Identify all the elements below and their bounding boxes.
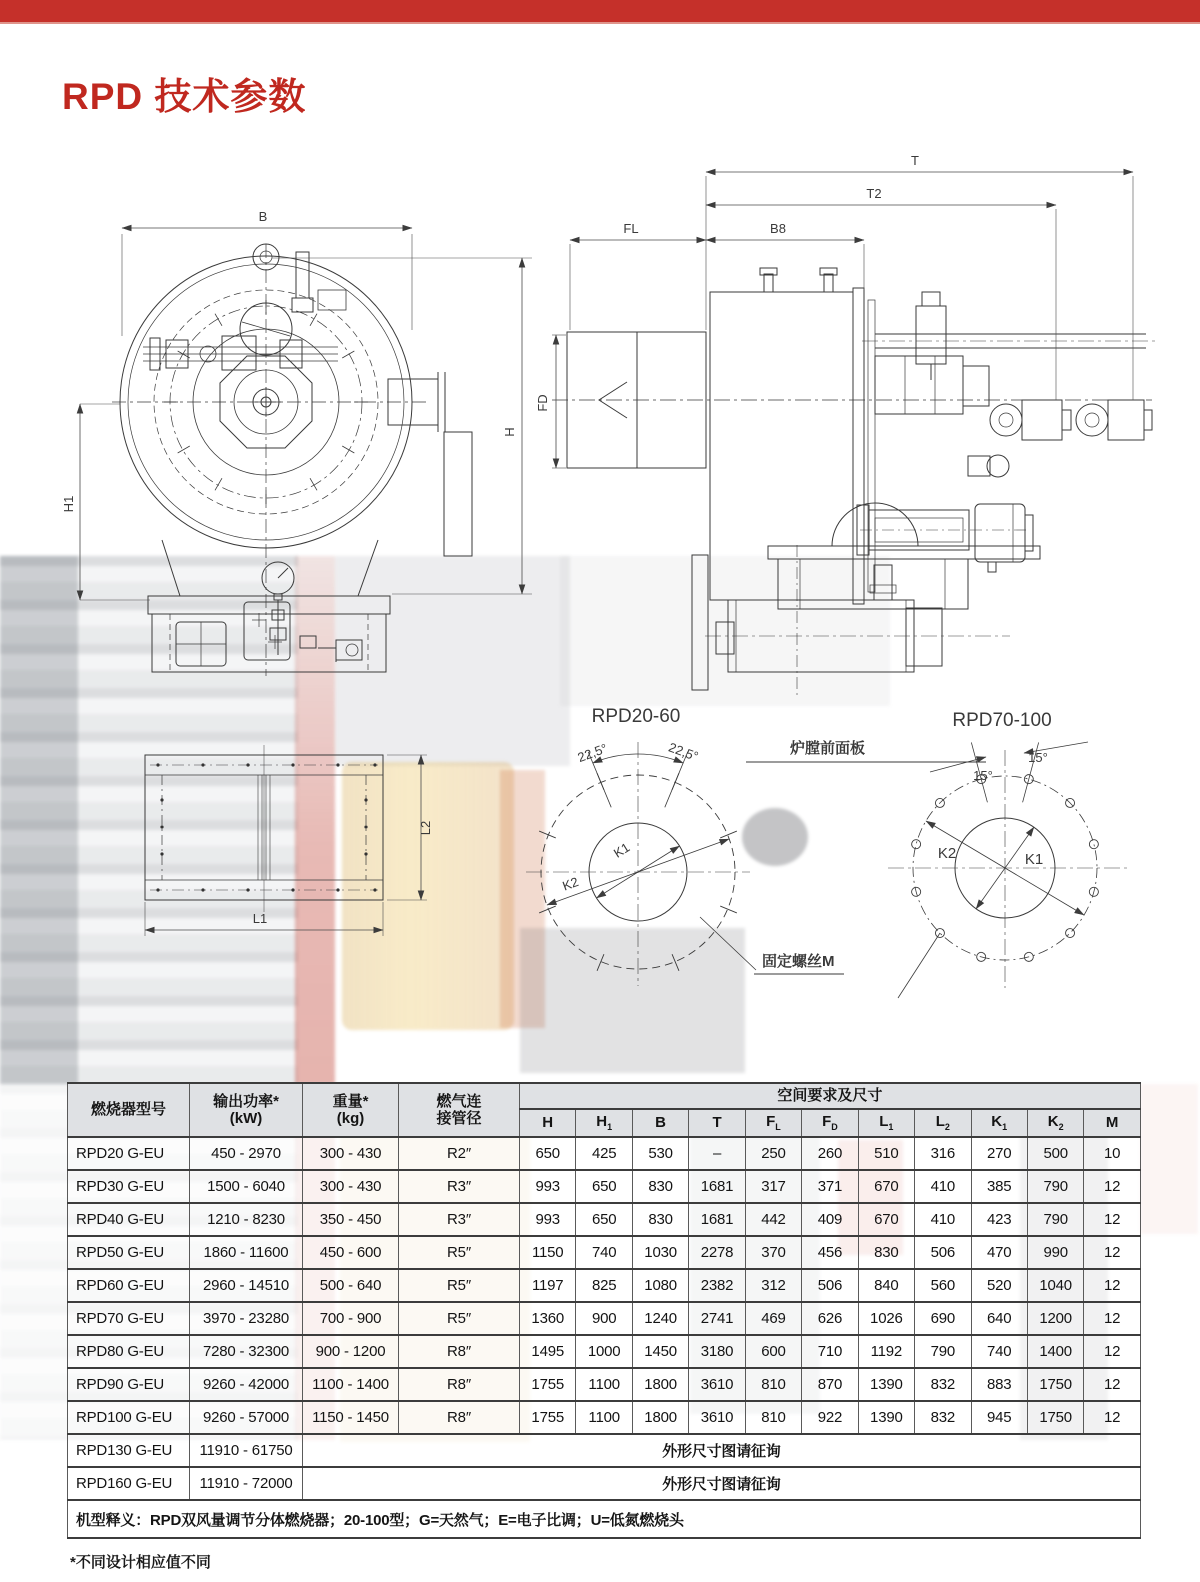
dim-header-cell: $F_D$ (802, 1109, 858, 1137)
col-header-gas (399, 1083, 520, 1137)
value-cell: 1100 - 1400 (303, 1368, 399, 1401)
value-cell: R5″ (399, 1236, 520, 1269)
value-cell: 650 (576, 1203, 632, 1236)
table-row (68, 1401, 1141, 1434)
value-cell: 3610 (689, 1368, 745, 1401)
model-cell: RPD60 G-EU (68, 1269, 190, 1302)
model-cell: RPD40 G-EU (68, 1203, 190, 1236)
value-cell: 12 (1084, 1401, 1140, 1434)
value-cell: 1026 (858, 1302, 914, 1335)
table-row (68, 1368, 1141, 1401)
value-cell: 300 - 430 (303, 1137, 399, 1170)
background-photo-red-column (295, 556, 335, 1084)
value-cell: 260 (802, 1137, 858, 1170)
table-row (68, 1203, 1141, 1236)
value-cell: 840 (858, 1269, 914, 1302)
dim-header-cell: $K_2$ (1027, 1109, 1083, 1137)
value-cell: 385 (971, 1170, 1027, 1203)
value-cell: 740 (576, 1236, 632, 1269)
value-cell: 650 (576, 1170, 632, 1203)
furnace-panel-label: 炉膛前面板 (790, 740, 866, 757)
value-cell: 700 - 900 (303, 1302, 399, 1335)
k1-label-small: K1 (610, 839, 633, 861)
bolt-circle-large-title: RPD70-100 (952, 710, 1052, 731)
table-row (68, 1434, 1141, 1467)
value-cell: 500 - 640 (303, 1269, 399, 1302)
table-row (68, 1137, 1141, 1170)
col-header-space-group: 空间要求及尺寸 (520, 1083, 1141, 1109)
front-view-dimensions (61, 209, 532, 600)
value-cell: 1100 (576, 1368, 632, 1401)
value-cell: 外形尺寸图请征询 (303, 1467, 1141, 1500)
angle-label-left-large: 15° (973, 768, 993, 783)
value-cell: 1755 (520, 1368, 576, 1401)
value-cell: 650 (520, 1137, 576, 1170)
value-cell: R3″ (399, 1203, 520, 1236)
value-cell: 456 (802, 1236, 858, 1269)
value-cell: R5″ (399, 1302, 520, 1335)
value-cell: 317 (745, 1170, 801, 1203)
value-cell: 600 (745, 1335, 801, 1368)
value-cell: 3180 (689, 1335, 745, 1368)
value-cell: 9260 - 42000 (190, 1368, 303, 1401)
col-header-model: 燃烧器型号 (68, 1083, 190, 1137)
value-cell: 790 (1027, 1203, 1083, 1236)
value-cell: 832 (915, 1401, 971, 1434)
dim-header-cell: $H_1$ (576, 1109, 632, 1137)
table-row (68, 1302, 1141, 1335)
dim-header-cell: T (689, 1109, 745, 1137)
value-cell: 1800 (632, 1401, 688, 1434)
value-cell: 270 (971, 1137, 1027, 1170)
dim-header-cell: $F_L$ (745, 1109, 801, 1137)
value-cell: 640 (971, 1302, 1027, 1335)
value-cell: 7280 - 32300 (190, 1335, 303, 1368)
value-cell: 469 (745, 1302, 801, 1335)
value-cell: 1040 (1027, 1269, 1083, 1302)
col-header-power (190, 1083, 303, 1137)
value-cell: 1500 - 6040 (190, 1170, 303, 1203)
bolt-circle-small-title: RPD20-60 (591, 706, 681, 727)
angle-label-right-large: 15° (1028, 750, 1048, 765)
value-cell: 442 (745, 1203, 801, 1236)
background-photo-dark-blob (742, 808, 808, 866)
value-cell: 3970 - 23280 (190, 1302, 303, 1335)
table-row (68, 1170, 1141, 1203)
model-cell: RPD160 G-EU (68, 1467, 190, 1500)
value-cell: 425 (576, 1137, 632, 1170)
value-cell: 1000 (576, 1335, 632, 1368)
value-cell: 990 (1027, 1236, 1083, 1269)
value-cell: 410 (915, 1170, 971, 1203)
table-header-row-main (68, 1083, 1141, 1109)
value-cell: 506 (915, 1236, 971, 1269)
dim-header-cell: $L_1$ (858, 1109, 914, 1137)
value-cell: 12 (1084, 1170, 1140, 1203)
value-cell: 710 (802, 1335, 858, 1368)
value-cell: 1100 (576, 1401, 632, 1434)
value-cell: 500 (1027, 1137, 1083, 1170)
dim-label-h1: H1 (61, 495, 76, 513)
value-cell: 922 (802, 1401, 858, 1434)
value-cell: 1210 - 8230 (190, 1203, 303, 1236)
dim-header-cell: B (632, 1109, 688, 1137)
value-cell: 11910 - 72000 (190, 1467, 303, 1500)
value-cell: 450 - 2970 (190, 1137, 303, 1170)
spec-table (67, 1082, 1141, 1539)
angle-label-right: 22,5° (666, 739, 701, 765)
value-cell: 1200 (1027, 1302, 1083, 1335)
value-cell: 670 (858, 1203, 914, 1236)
value-cell: 1750 (1027, 1368, 1083, 1401)
dim-header-cell: H (520, 1109, 576, 1137)
value-cell: 350 - 450 (303, 1203, 399, 1236)
table-row (68, 1269, 1141, 1302)
value-cell: 1450 (632, 1335, 688, 1368)
value-cell: 1150 (520, 1236, 576, 1269)
dim-label-t: T (911, 153, 919, 168)
value-cell: 520 (971, 1269, 1027, 1302)
value-cell: 1080 (632, 1269, 688, 1302)
value-cell: R5″ (399, 1269, 520, 1302)
background-photo-dark-equipment (520, 928, 745, 1073)
value-cell: 1390 (858, 1368, 914, 1401)
value-cell: 993 (520, 1170, 576, 1203)
model-cell: RPD30 G-EU (68, 1170, 190, 1203)
value-cell: 810 (745, 1368, 801, 1401)
value-cell: 670 (858, 1170, 914, 1203)
side-view-dimensions (535, 153, 1133, 468)
value-cell: 外形尺寸图请征询 (303, 1434, 1141, 1467)
dim-label-fd: FD (535, 394, 550, 412)
background-photo-table-pink (1140, 1084, 1198, 1234)
value-cell: 1030 (632, 1236, 688, 1269)
value-cell: 830 (858, 1236, 914, 1269)
col-header-weight (303, 1083, 399, 1137)
model-cell: RPD90 G-EU (68, 1368, 190, 1401)
value-cell: 560 (915, 1269, 971, 1302)
model-cell: RPD100 G-EU (68, 1401, 190, 1434)
value-cell: 370 (745, 1236, 801, 1269)
value-cell: 690 (915, 1302, 971, 1335)
value-cell: 1240 (632, 1302, 688, 1335)
value-cell: 1681 (689, 1203, 745, 1236)
value-cell: 900 - 1200 (303, 1335, 399, 1368)
value-cell: R2″ (399, 1137, 520, 1170)
model-cell: RPD130 G-EU (68, 1434, 190, 1467)
dim-label-b8: B8 (770, 221, 786, 236)
value-cell: 2960 - 14510 (190, 1269, 303, 1302)
value-cell: R8″ (399, 1335, 520, 1368)
value-cell: 626 (802, 1302, 858, 1335)
value-cell: 2278 (689, 1236, 745, 1269)
table-legend-row (68, 1500, 1141, 1538)
value-cell: 790 (1027, 1170, 1083, 1203)
top-red-bar (0, 0, 1200, 24)
value-cell: 12 (1084, 1203, 1140, 1236)
value-cell: 810 (745, 1401, 801, 1434)
value-cell: 1800 (632, 1368, 688, 1401)
col-header-power-line1: 输出功率* (213, 1092, 279, 1110)
value-cell: 470 (971, 1236, 1027, 1269)
value-cell: 1400 (1027, 1335, 1083, 1368)
value-cell: 945 (971, 1401, 1027, 1434)
value-cell: 530 (632, 1137, 688, 1170)
value-cell: 11910 - 61750 (190, 1434, 303, 1467)
value-cell: 830 (632, 1170, 688, 1203)
value-cell: 870 (802, 1368, 858, 1401)
value-cell: 790 (915, 1335, 971, 1368)
value-cell: 410 (915, 1203, 971, 1236)
value-cell: 12 (1084, 1335, 1140, 1368)
col-header-gas-line1: 燃气连 (436, 1092, 482, 1110)
value-cell: 510 (858, 1137, 914, 1170)
dim-label-t2: T2 (866, 186, 882, 201)
dim-header-cell: $L_2$ (915, 1109, 971, 1137)
fixing-screw-label: 固定螺丝M (762, 953, 835, 970)
value-cell: 9260 - 57000 (190, 1401, 303, 1434)
k2-label-small: K2 (560, 874, 581, 894)
value-cell: 2382 (689, 1269, 745, 1302)
bolt-circle-rpd70-100 (888, 710, 1128, 998)
dim-header-cell: $K_1$ (971, 1109, 1027, 1137)
value-cell: R8″ (399, 1401, 520, 1434)
dim-header-cell: M (1084, 1109, 1140, 1137)
value-cell: 1197 (520, 1269, 576, 1302)
value-cell: 300 - 430 (303, 1170, 399, 1203)
value-cell: R8″ (399, 1368, 520, 1401)
value-cell: 832 (915, 1368, 971, 1401)
table-row (68, 1335, 1141, 1368)
background-photo-pale-equipment (560, 556, 890, 706)
dim-label-l1: L1 (252, 911, 268, 926)
table-row (68, 1467, 1141, 1500)
value-cell: 3610 (689, 1401, 745, 1434)
value-cell: 450 - 600 (303, 1236, 399, 1269)
page-title: RPD 技术参数 (62, 76, 307, 117)
value-cell: 740 (971, 1335, 1027, 1368)
k2-label-large: K2 (937, 845, 957, 862)
background-photo-equipment (335, 556, 570, 766)
value-cell: 312 (745, 1269, 801, 1302)
value-cell: 1495 (520, 1335, 576, 1368)
table-row (68, 1236, 1141, 1269)
value-cell: 371 (802, 1170, 858, 1203)
value-cell: – (689, 1137, 745, 1170)
value-cell: 1755 (520, 1401, 576, 1434)
value-cell: 830 (632, 1203, 688, 1236)
value-cell: 12 (1084, 1269, 1140, 1302)
angle-label-left: 22,5° (575, 740, 610, 766)
value-cell: 12 (1084, 1236, 1140, 1269)
model-cell: RPD50 G-EU (68, 1236, 190, 1269)
background-photo-dark-edge (0, 556, 78, 1084)
dim-label-l2: L2 (418, 820, 433, 836)
value-cell: 825 (576, 1269, 632, 1302)
dim-label-fl: FL (623, 221, 639, 236)
value-cell: 10 (1084, 1137, 1140, 1170)
spec-table-container (67, 1082, 1140, 1539)
footnote: *不同设计相应值不同 (70, 1554, 211, 1571)
col-header-weight-line2: (kg) (336, 1110, 365, 1127)
model-cell: RPD20 G-EU (68, 1137, 190, 1170)
value-cell: 423 (971, 1203, 1027, 1236)
model-cell: RPD70 G-EU (68, 1302, 190, 1335)
col-header-weight-line1: 重量* (332, 1092, 369, 1110)
value-cell: 883 (971, 1368, 1027, 1401)
value-cell: 12 (1084, 1368, 1140, 1401)
value-cell: 1750 (1027, 1401, 1083, 1434)
col-header-gas-line2: 接管径 (436, 1110, 482, 1127)
value-cell: 506 (802, 1269, 858, 1302)
value-cell: 12 (1084, 1302, 1140, 1335)
background-photo-yellow-burner (342, 762, 514, 1030)
col-header-power-line2: (kW) (229, 1110, 263, 1127)
value-cell: R3″ (399, 1170, 520, 1203)
value-cell: 1390 (858, 1401, 914, 1434)
value-cell: 1360 (520, 1302, 576, 1335)
k1-label-large: K1 (1024, 851, 1044, 868)
value-cell: 2741 (689, 1302, 745, 1335)
value-cell: 1192 (858, 1335, 914, 1368)
value-cell: 1860 - 11600 (190, 1236, 303, 1269)
value-cell: 409 (802, 1203, 858, 1236)
dim-label-h: H (502, 427, 517, 437)
value-cell: 1150 - 1450 (303, 1401, 399, 1434)
spec-table-body (68, 1137, 1141, 1538)
dim-label-b: B (258, 209, 268, 224)
value-cell: 993 (520, 1203, 576, 1236)
value-cell: 1681 (689, 1170, 745, 1203)
value-cell: 900 (576, 1302, 632, 1335)
value-cell: 250 (745, 1137, 801, 1170)
value-cell: 316 (915, 1137, 971, 1170)
model-cell: RPD80 G-EU (68, 1335, 190, 1368)
legend-cell: 机型释义：RPD双风量调节分体燃烧器；20-100型；G=天然气；E=电子比调；U=低氮燃烧头 (68, 1500, 1141, 1538)
